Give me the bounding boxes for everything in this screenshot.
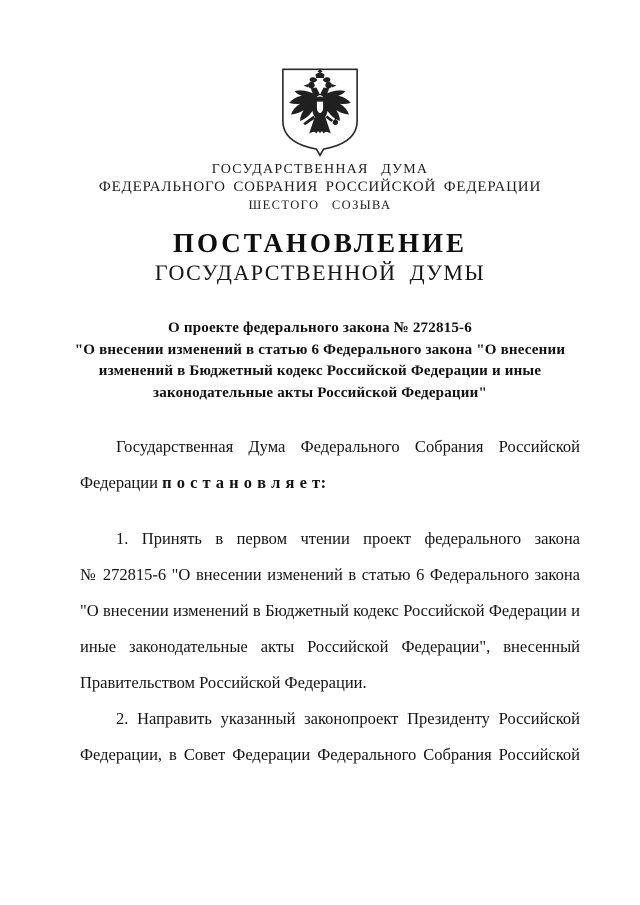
intro-line-2-text: Федерации	[80, 473, 158, 492]
item2-line: 2. Направить указанный законопроект Президенту Российской	[116, 709, 580, 728]
decree-word: п о с т а н о в л я е т:	[162, 473, 327, 492]
org-name-line-1: ГОСУДАРСТВЕННАЯ ДУМА	[211, 162, 429, 177]
convocation-line: ШЕСТОГО СОЗЫВА	[248, 198, 392, 212]
doc-issuer-title: ГОСУДАРСТВЕННОЙ ДУМЫ	[154, 260, 486, 285]
item1-line: Правительством Российской Федерации.	[80, 673, 367, 692]
item1-line: иные законодательные акты Российской Федерации", внесенный	[80, 637, 580, 656]
resolution-body	[80, 429, 580, 773]
subject-line: изменений в Бюджетный кодекс Российской Федерации и иные	[98, 363, 542, 379]
subject-line: законодательные акты Российской Федерации"	[153, 384, 487, 401]
subject-line: "О внесении изменений в статью 6 Федерального закона "О внесении	[74, 341, 566, 358]
item1-line: № 272815-6 "О внесении изменений в статью 6 Федерального закона	[80, 565, 580, 584]
intro-line-1: Государственная Дума Федерального Собрания Российской	[116, 437, 580, 456]
item1-line: "О внесении изменений в Бюджетный кодекс Российской Федерации и	[80, 601, 580, 620]
russia-coat-of-arms-icon	[276, 63, 364, 159]
org-name-line-2: ФЕДЕРАЛЬНОГО СОБРАНИЯ РОССИЙСКОЙ ФЕДЕРАЦИИ	[98, 179, 542, 195]
item1-line: 1. Принять в первом чтении проект федерального закона	[116, 529, 580, 548]
subject-line: О проекте федерального закона № 272815-6	[168, 320, 472, 336]
intro-line-2	[80, 465, 580, 501]
subject-heading	[0, 318, 640, 404]
item2-line: Федерации, в Совет Федерации Федерального Собрания Российской	[80, 745, 580, 764]
doc-type-title: ПОСТАНОВЛЕНИЕ	[172, 228, 468, 258]
